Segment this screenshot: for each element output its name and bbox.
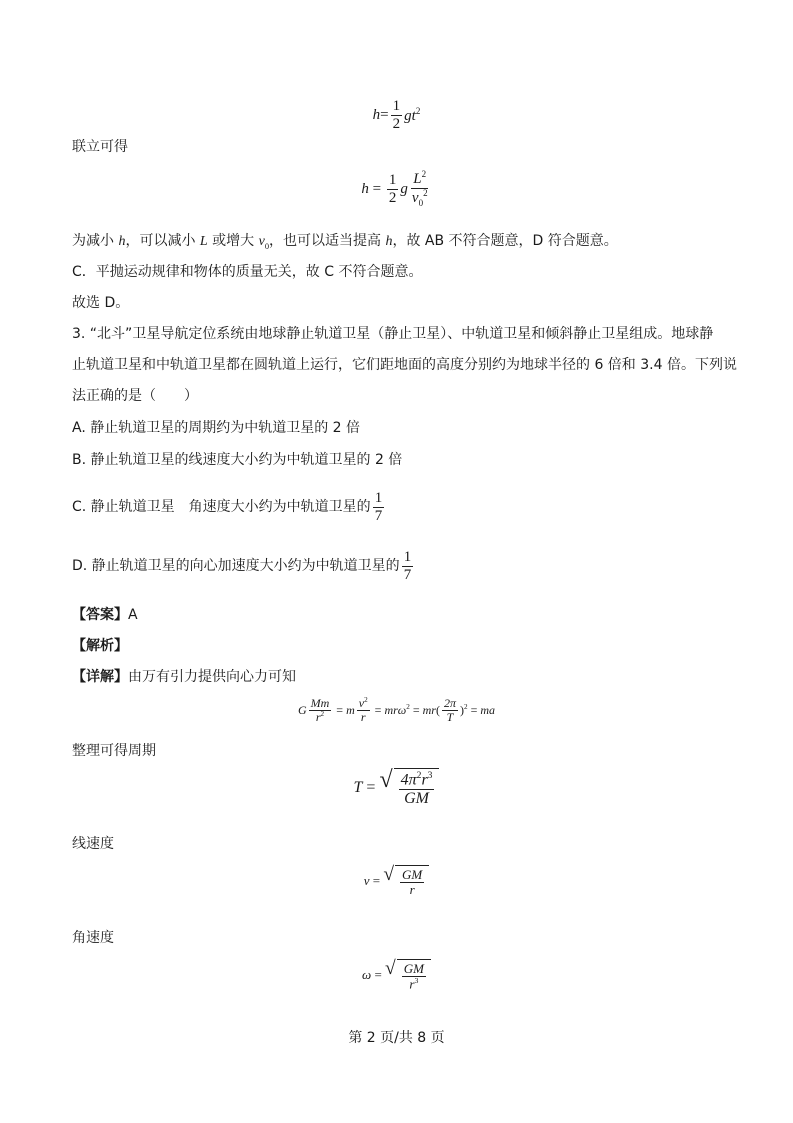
detail-line: 【详解】由万有引力提供向心力可知	[72, 669, 296, 685]
formula-gravitation: G $\frac{Mm}{r^2}$ = m $\frac{v^2}{r}$ = mrω$^2$ = mr ( $\frac{2\pi}{T}$ )$^2$ = ma	[297, 696, 496, 725]
fraction-one-seventh: $\frac{1}{7}$	[374, 490, 383, 524]
text-combine: 联立可得	[72, 139, 128, 155]
text-choose-d: 故选 D。	[72, 295, 130, 311]
text-period: 整理可得周期	[72, 743, 156, 759]
page-footer: 第 2 页/共 8 页	[348, 1030, 445, 1046]
question-3-line-1: 3. “北斗”卫星导航定位系统由地球静止轨道卫星（静止卫星）、中轨道卫星和倾斜静止卫星组成。地球静	[72, 326, 714, 342]
formula-period: T = √ $\frac{4\pi^2r^3}{GM}$	[0, 768, 793, 808]
analysis-heading: 【解析】	[72, 638, 128, 654]
option-b: B. 静止轨道卫星的线速度大小约为中轨道卫星的 2 倍	[72, 452, 403, 468]
option-c: C. 静止轨道卫星 角速度大小约为中轨道卫星的 $\frac{1}{7}$	[72, 490, 383, 524]
formula-h-L2-v02: h = $\frac{1}{2}$ g $\frac{L^2}{v_0^2}$	[361, 169, 428, 208]
question-3-line-3: 法正确的是（ ）	[72, 388, 198, 404]
question-3-line-2: 止轨道卫星和中轨道卫星都在圆轨道上运行，它们距地面的高度分别约为地球半径的 6 倍和 3.4 倍。下列说	[72, 357, 737, 373]
text-angular-velocity: 角速度	[72, 930, 114, 946]
text-reduce-h: 为减小 h，可以减小 L 或增大 $v_0$，也可以适当提高 h，故 AB 不符合题意，D 符合题意。	[72, 233, 618, 251]
formula-h-gt2: h = $\frac{1}{2}$ $gt^2$	[372, 98, 421, 132]
option-a: A. 静止轨道卫星的周期约为中轨道卫星的 2 倍	[72, 420, 361, 436]
answer-line: 【答案】A	[72, 607, 138, 623]
text-linear-velocity: 线速度	[72, 836, 114, 852]
fraction-one-seventh: $\frac{1}{7}$	[403, 549, 412, 583]
formula-angular-velocity: ω = √ $\frac{GM}{r^3}$	[0, 959, 793, 992]
formula-linear-velocity: v = √ $\frac{GM}{r}$	[0, 865, 793, 898]
option-d: D. 静止轨道卫星的向心加速度大小约为中轨道卫星的 $\frac{1}{7}$	[72, 549, 412, 583]
text-option-c-explain: C．平抛运动规律和物体的质量无关，故 C 不符合题意。	[72, 264, 423, 280]
